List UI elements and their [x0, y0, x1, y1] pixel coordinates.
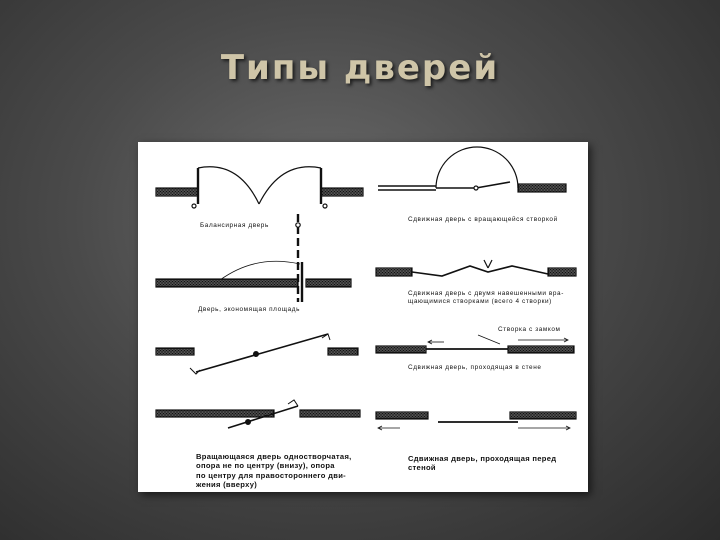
pivot-sliding-door-drawing [378, 147, 566, 192]
caption-balanced-door: Балансирная дверь [200, 222, 269, 229]
balanced-door-drawing [156, 167, 363, 208]
door-types-diagram [138, 142, 588, 492]
caption-sliding-folding-door: Сдвижная дверь с двумя навешенными вра- щающимися створками (всего 4 створки) [408, 290, 564, 305]
revolving-door-drawing-top [156, 400, 360, 428]
sliding-before-wall-door-drawing [376, 412, 576, 430]
caption-pivot-sliding-door: Сдвижная дверь с вращающейся створкой [408, 216, 558, 223]
sliding-folding-door-drawing [376, 260, 576, 276]
caption-sliding-before-wall-door: Сдвижная дверь, проходящая перед стеной [408, 454, 557, 473]
caption-overhead-pivot-door: Дверь, экономящая площадь [198, 306, 300, 313]
caption-leaf-with-lock: Створка с замком [498, 326, 561, 333]
sliding-in-wall-door-drawing [376, 335, 574, 353]
revolving-door-drawing-bottom [156, 334, 358, 374]
caption-revolving-single-door: Вращающаяся дверь одностворчатая, опора не по центру (внизу), опора по центру для правостороннего дви- жения (вверху) [196, 452, 352, 490]
door-drawings [138, 142, 588, 492]
slide-title: Типы дверей [220, 48, 500, 88]
caption-sliding-in-wall-door: Сдвижная дверь, проходящая в стене [408, 364, 542, 371]
